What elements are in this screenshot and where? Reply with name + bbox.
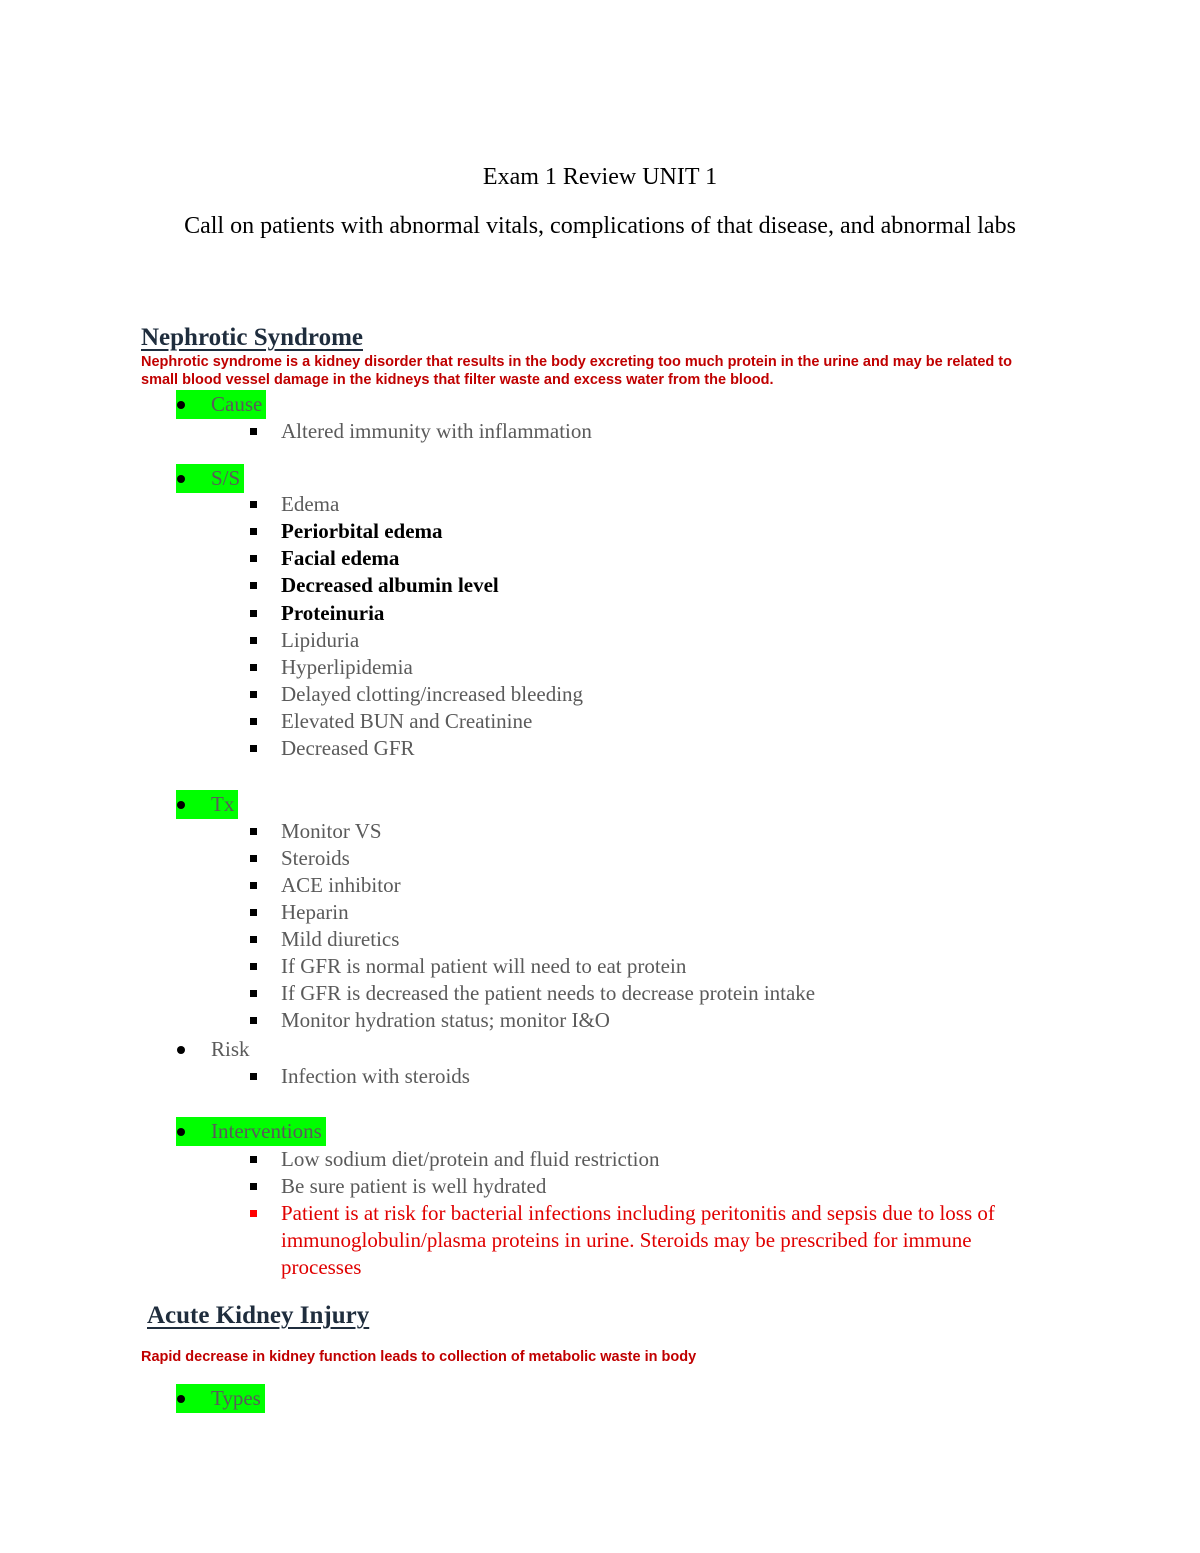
list-item: Delayed clotting/increased bleeding xyxy=(248,681,583,708)
bullet-square xyxy=(250,610,257,617)
bullet-square xyxy=(250,882,257,889)
bullet-dot xyxy=(177,801,185,809)
list-item: Heparin xyxy=(248,899,349,926)
bullet-square xyxy=(250,637,257,644)
page-title: Exam 1 Review UNIT 1 xyxy=(482,164,718,190)
section-heading-nephrotic: Nephrotic Syndrome xyxy=(141,324,363,351)
bullet-square xyxy=(250,428,257,435)
bullet-square xyxy=(250,528,257,535)
list-item: Monitor VS xyxy=(248,818,382,845)
list-item: Lipiduria xyxy=(248,627,359,654)
list-item: Hyperlipidemia xyxy=(248,654,413,681)
list-heading-risk: Risk xyxy=(176,1035,254,1064)
list-item: If GFR is normal patient will need to eat protein xyxy=(248,953,686,980)
bullet-square xyxy=(250,855,257,862)
list-item: Proteinuria xyxy=(248,600,384,627)
bullet-square xyxy=(250,745,257,752)
list-heading-tx: Tx xyxy=(176,790,238,819)
list-item: Mild diuretics xyxy=(248,926,399,953)
bullet-dot xyxy=(177,1128,185,1136)
bullet-square xyxy=(250,990,257,997)
bullet-dot xyxy=(177,401,185,409)
bullet-square xyxy=(250,1073,257,1080)
page-subtitle: Call on patients with abnormal vitals, complications of that disease, and abnormal labs xyxy=(184,213,1016,239)
section-heading-aki: Acute Kidney Injury xyxy=(147,1302,370,1329)
list-heading-interventions: Interventions xyxy=(176,1117,326,1146)
list-item: Altered immunity with inflammation xyxy=(248,418,592,445)
list-item: Monitor hydration status; monitor I&O xyxy=(248,1007,610,1034)
nephrotic-definition: Nephrotic syndrome is a kidney disorder that results in the body excreting too much protein in the urine and may be related to small blood vessel damage in the kidneys that filter waste and excess water from the blood. xyxy=(141,354,1012,388)
bullet-square xyxy=(250,501,257,508)
bullet-square xyxy=(250,1156,257,1163)
bullet-square xyxy=(250,1017,257,1024)
bullet-square xyxy=(250,582,257,589)
list-item: Periorbital edema xyxy=(248,518,443,545)
list-item: Elevated BUN and Creatinine xyxy=(248,708,532,735)
list-item: Steroids xyxy=(248,845,350,872)
list-heading-cause: Cause xyxy=(176,390,266,419)
list-item: Infection with steroids xyxy=(248,1063,470,1090)
bullet-square xyxy=(250,936,257,943)
list-item: Facial edema xyxy=(248,545,399,572)
list-item-highlighted-note: Patient is at risk for bacterial infections including peritonitis and sepsis due to loss of immunoglobulin/plasma proteins in urine. Steroids may be prescribed for immune processes xyxy=(248,1200,1028,1281)
list-item: Low sodium diet/protein and fluid restriction xyxy=(248,1146,660,1173)
bullet-square xyxy=(250,1183,257,1190)
bullet-square xyxy=(250,691,257,698)
bullet-dot xyxy=(177,1395,185,1403)
bullet-square xyxy=(250,555,257,562)
bullet-dot xyxy=(177,1046,185,1054)
bullet-square xyxy=(250,828,257,835)
bullet-dot xyxy=(177,475,185,483)
list-item: Decreased albumin level xyxy=(248,572,499,599)
list-item: Edema xyxy=(248,491,339,518)
list-item: Be sure patient is well hydrated xyxy=(248,1173,546,1200)
list-heading-ss: S/S xyxy=(176,464,244,493)
bullet-square xyxy=(250,664,257,671)
list-item: Decreased GFR xyxy=(248,735,415,762)
bullet-square xyxy=(250,963,257,970)
bullet-square xyxy=(250,1210,257,1217)
aki-definition: Rapid decrease in kidney function leads to collection of metabolic waste in body xyxy=(141,1349,697,1365)
list-item: If GFR is decreased the patient needs to decrease protein intake xyxy=(248,980,815,1007)
bullet-square xyxy=(250,909,257,916)
list-item: ACE inhibitor xyxy=(248,872,401,899)
list-heading-types: Types xyxy=(176,1384,265,1413)
bullet-square xyxy=(250,718,257,725)
